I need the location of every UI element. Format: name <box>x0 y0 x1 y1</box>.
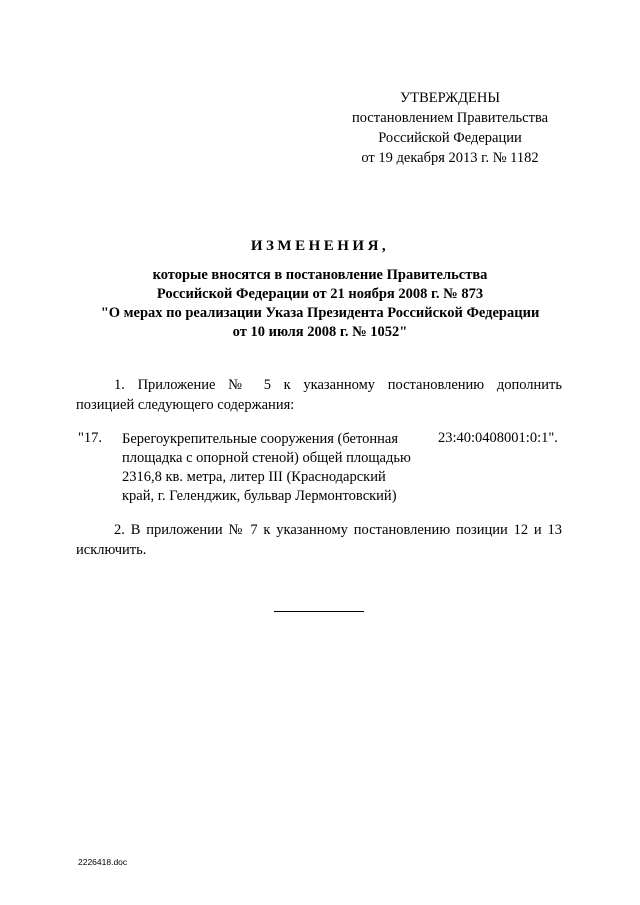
position-desc-line-2: площадка с опорной стеной) общей площадью <box>122 450 411 466</box>
subtitle-line-3: "О мерах по реализации Указа Президента Российской Федерации <box>100 305 540 321</box>
document-subtitle <box>0 266 640 342</box>
position-cadastral-code: 23:40:0408001:0:1". <box>438 430 558 446</box>
closing-rule <box>274 611 364 612</box>
position-desc-line-1: Берегоукрепительные сооружения (бетонная <box>122 431 399 447</box>
item-1-line-2: позицией следующего содержания: <box>76 397 295 413</box>
approval-heading: УТВЕРЖДЕНЫ <box>399 90 501 106</box>
subtitle-line-4: от 10 июля 2008 г. № 1052" <box>232 324 408 340</box>
item-2-line-1: 2. В приложении № 7 к указанному постановлению позиции 12 и 13 <box>114 522 562 538</box>
approval-block <box>300 88 600 168</box>
position-desc-line-3: 2316,8 кв. метра, литер III (Краснодарский <box>122 469 386 485</box>
position-number: "17. <box>78 430 103 446</box>
approval-line-2: Российской Федерации <box>378 130 522 146</box>
position-desc-line-4: край, г. Геленджик, бульвар Лермонтовский) <box>122 488 397 504</box>
subtitle-line-1: которые вносятся в постановление Правительства <box>152 267 488 283</box>
approval-line-1: постановлением Правительства <box>351 110 549 126</box>
document-title: ИЗМЕНЕНИЯ, <box>250 238 390 254</box>
position-description <box>122 430 422 506</box>
subtitle-line-2: Российской Федерации от 21 ноября 2008 г. № 873 <box>156 286 484 302</box>
footer-filename: 2226418.doc <box>78 857 128 867</box>
approval-line-3: от 19 декабря 2013 г. № 1182 <box>361 150 539 166</box>
item-2-line-2: исключить. <box>76 542 147 558</box>
item-1-line-1: 1. Приложение № 5 к указанному постановлению дополнить <box>114 377 562 393</box>
